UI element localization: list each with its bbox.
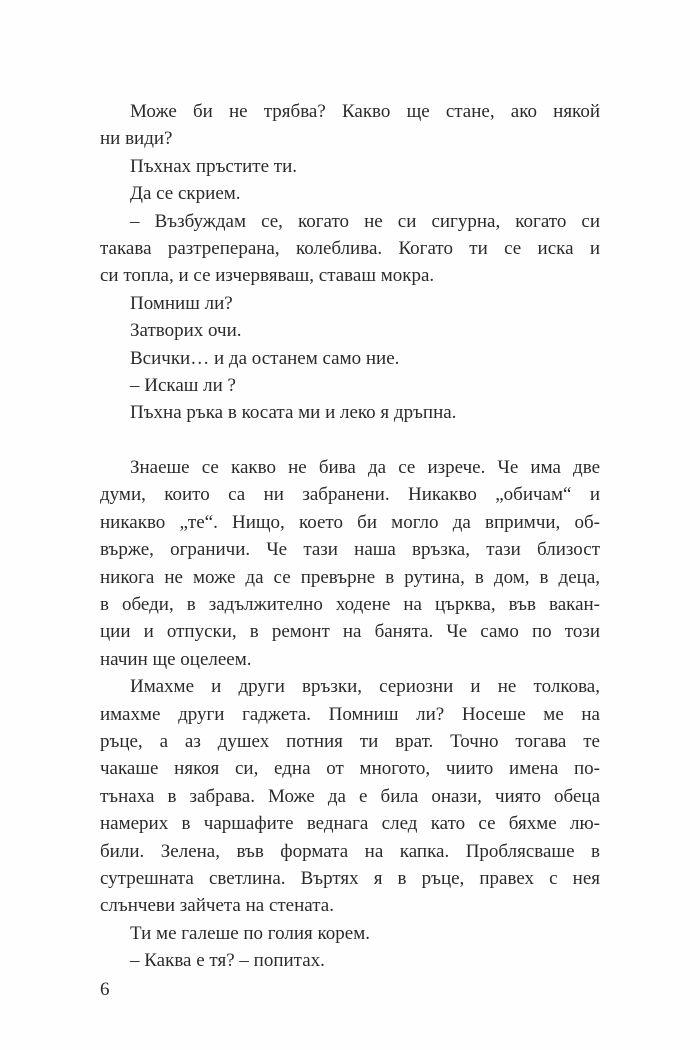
text-line: – Каква е тя? – попитах. (130, 950, 325, 972)
text-line: такава разтреперана, колеблива. Когато ти се иска и (100, 237, 600, 259)
text-line: никога не може да се превърне в рутина, в дом, в деца, (100, 566, 600, 588)
text-line: Може би не трябва? Какво ще стане, ако някой (130, 101, 600, 122)
text-line: Имахме и други връзки, сериозни и не толкова, (130, 676, 600, 698)
text-line: си топла, и се изчервяваш, ставаш мокра. (100, 265, 435, 287)
text-line: Затворих очи. (130, 320, 242, 342)
text-line: никакво „те“. Нищо, което би могло да впримчи, об- (100, 511, 600, 533)
text-line: думи, които са ни забранени. Никакво „обичам“ и (100, 484, 600, 506)
text-line: ни види? (100, 128, 173, 150)
text-line: – Възбуждам се, когато не си сигурна, когато си (130, 210, 600, 232)
text-line: Пъхнах пръстите ти. (130, 155, 298, 177)
section-break (100, 427, 600, 454)
text-line: намерих в чаршафите веднага след като се бяхме лю- (100, 813, 600, 835)
text-line: Знаеше се какво не бива да се изрече. Че има две (130, 457, 600, 479)
text-section (100, 98, 600, 427)
text-line: Помниш ли? (130, 292, 233, 314)
text-line: имахме други гаджета. Помниш ли? Носеше ме на (100, 703, 600, 725)
text-line: чакаше някоя си, една от многото, чиито имена по- (100, 758, 600, 780)
text-line: Да се скрием. (130, 183, 241, 205)
text-line: върже, ограничи. Че тази наша връзка, тази близост (100, 539, 600, 561)
text-line: в обеди, в задължително ходене на църква, във вакан- (100, 594, 600, 616)
text-line: Пъхна ръка в косата ми и леко я дръпна. (130, 402, 457, 424)
text-line: ръце, а аз душех потния ти врат. Точно тогава те (100, 730, 600, 752)
text-line: – Искаш ли ? (130, 374, 236, 396)
text-line: слънчеви зайчета на стената. (100, 895, 334, 917)
text-line: начин ще оцелеем. (100, 648, 252, 670)
body-text (100, 98, 600, 975)
text-section (100, 454, 600, 974)
page-number: 6 (100, 979, 110, 1000)
text-line: били. Зелена, във формата на капка. Проблясваше в (100, 840, 600, 862)
text-line: Ти ме галеше по голия корем. (130, 922, 370, 944)
text-line: ции и отпуски, в ремонт на банята. Че само по този (100, 621, 600, 643)
text-line: Всички… и да останем само ние. (130, 347, 400, 369)
text-line: тънаха в забрава. Може да е била онази, чиято обеца (100, 785, 600, 807)
text-line: сутрешната светлина. Въртях я в ръце, правех с нея (100, 867, 600, 889)
